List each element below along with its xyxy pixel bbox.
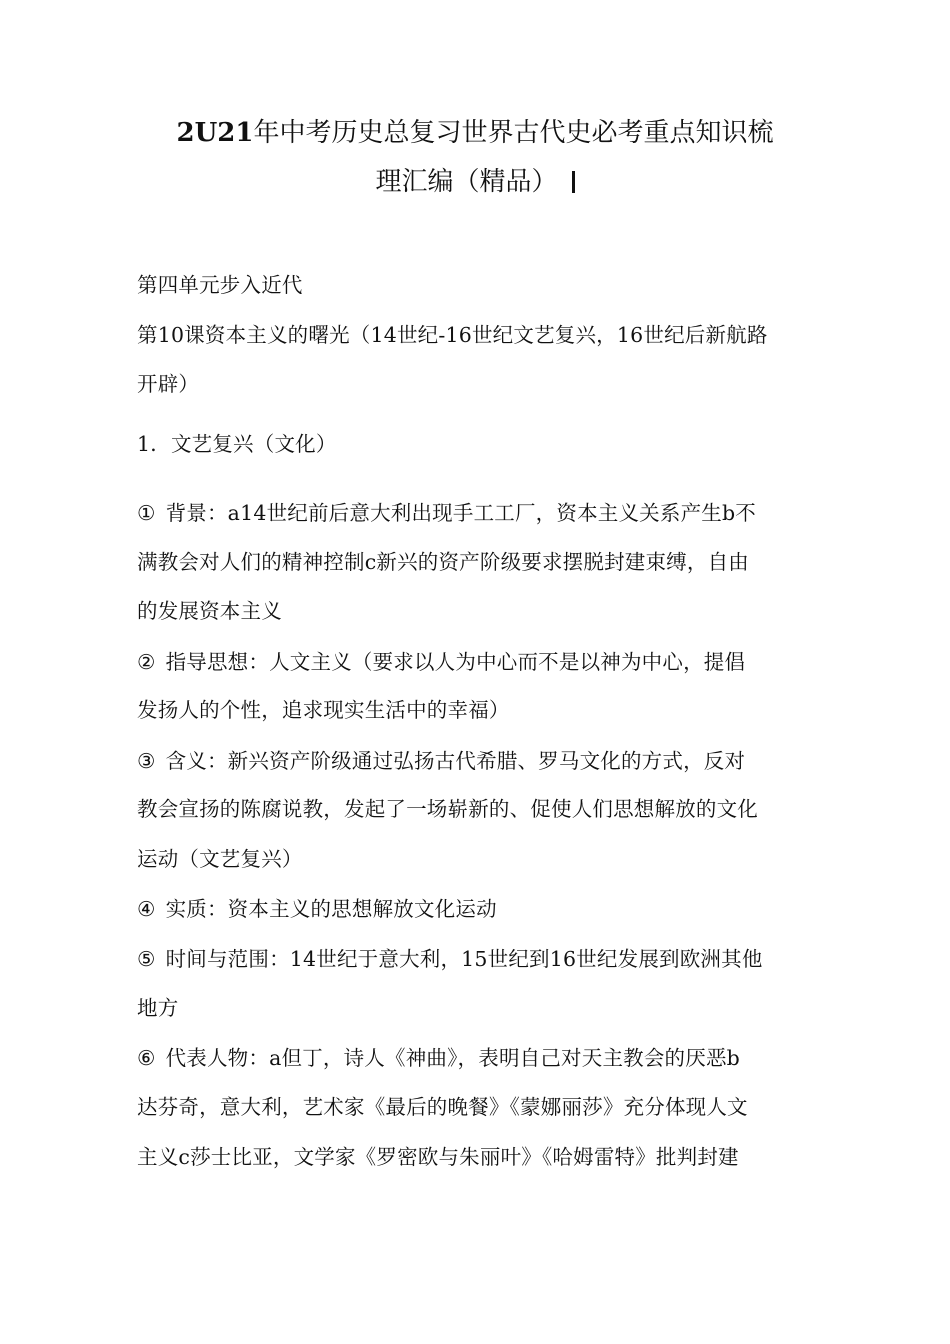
lesson-heading: 第10课资本主义的曙光（14世纪-16世纪文艺复兴，16世纪后新航路 xyxy=(137,323,768,347)
title-bold-prefix: 2U21 xyxy=(176,118,254,148)
unit-heading: 第四单元步入近代 xyxy=(137,273,303,297)
paragraph-line xyxy=(137,896,497,922)
item-marker: ③ xyxy=(137,749,156,773)
paragraph-line xyxy=(137,649,745,675)
paragraph-line: 的发展资本主义 xyxy=(137,599,282,623)
item-marker: ① xyxy=(137,501,156,525)
item-marker: ⑥ xyxy=(137,1046,156,1070)
paragraph-line: 发扬人的个性，追求现实生活中的幸福） xyxy=(137,698,510,722)
paragraph-line: 教会宣扬的陈腐说教，发起了一场崭新的、促使人们思想解放的文化 xyxy=(137,797,758,821)
item-marker: ⑤ xyxy=(137,947,156,971)
item-marker: ② xyxy=(137,650,156,674)
paragraph-text: 代表人物：a但丁，诗人《神曲》，表明自己对天主教会的厌恶b xyxy=(165,1046,740,1070)
paragraph-text: 指导思想：人文主义（要求以人为中心而不是以神为中心，提倡 xyxy=(165,650,746,674)
paragraph-line xyxy=(137,1045,740,1071)
title-text: 年中考历史总复习世界古代史必考重点知识梳 xyxy=(253,118,774,148)
paragraph-text: 实质：资本主义的思想解放文化运动 xyxy=(165,897,497,921)
paragraph-text: 背景：a14世纪前后意大利出现手工工厂，资本主义关系产生b不 xyxy=(165,501,757,525)
paragraph-line: 满教会对人们的精神控制c新兴的资产阶级要求摆脱封建束缚，自由 xyxy=(137,550,749,574)
paragraph-line xyxy=(137,748,745,774)
paragraph-line xyxy=(137,946,763,972)
lesson-heading-continued: 开辟） xyxy=(137,372,200,396)
document-title-line-1 xyxy=(120,118,830,148)
item-marker: ④ xyxy=(137,897,156,921)
paragraph-text: 含义：新兴资产阶级通过弘扬古代希腊、罗马文化的方式，反对 xyxy=(165,749,746,773)
paragraph-line: 主义c莎士比亚，文学家《罗密欧与朱丽叶》《哈姆雷特》批判封建 xyxy=(137,1145,739,1169)
paragraph-line: 地方 xyxy=(137,996,179,1020)
paragraph-line xyxy=(137,500,756,526)
text-cursor xyxy=(572,171,575,193)
document-title-line-2 xyxy=(120,167,830,197)
section-heading: 1．文艺复兴（文化） xyxy=(137,432,337,456)
paragraph-line: 达芬奇，意大利，艺术家《最后的晚餐》《蒙娜丽莎》充分体现人文 xyxy=(137,1095,748,1119)
title-text-continued: 理汇编（精品） xyxy=(375,167,558,197)
paragraph-text: 时间与范围：14世纪于意大利，15世纪到16世纪发展到欧洲其他 xyxy=(165,947,763,971)
paragraph-line: 运动（文艺复兴） xyxy=(137,847,303,871)
